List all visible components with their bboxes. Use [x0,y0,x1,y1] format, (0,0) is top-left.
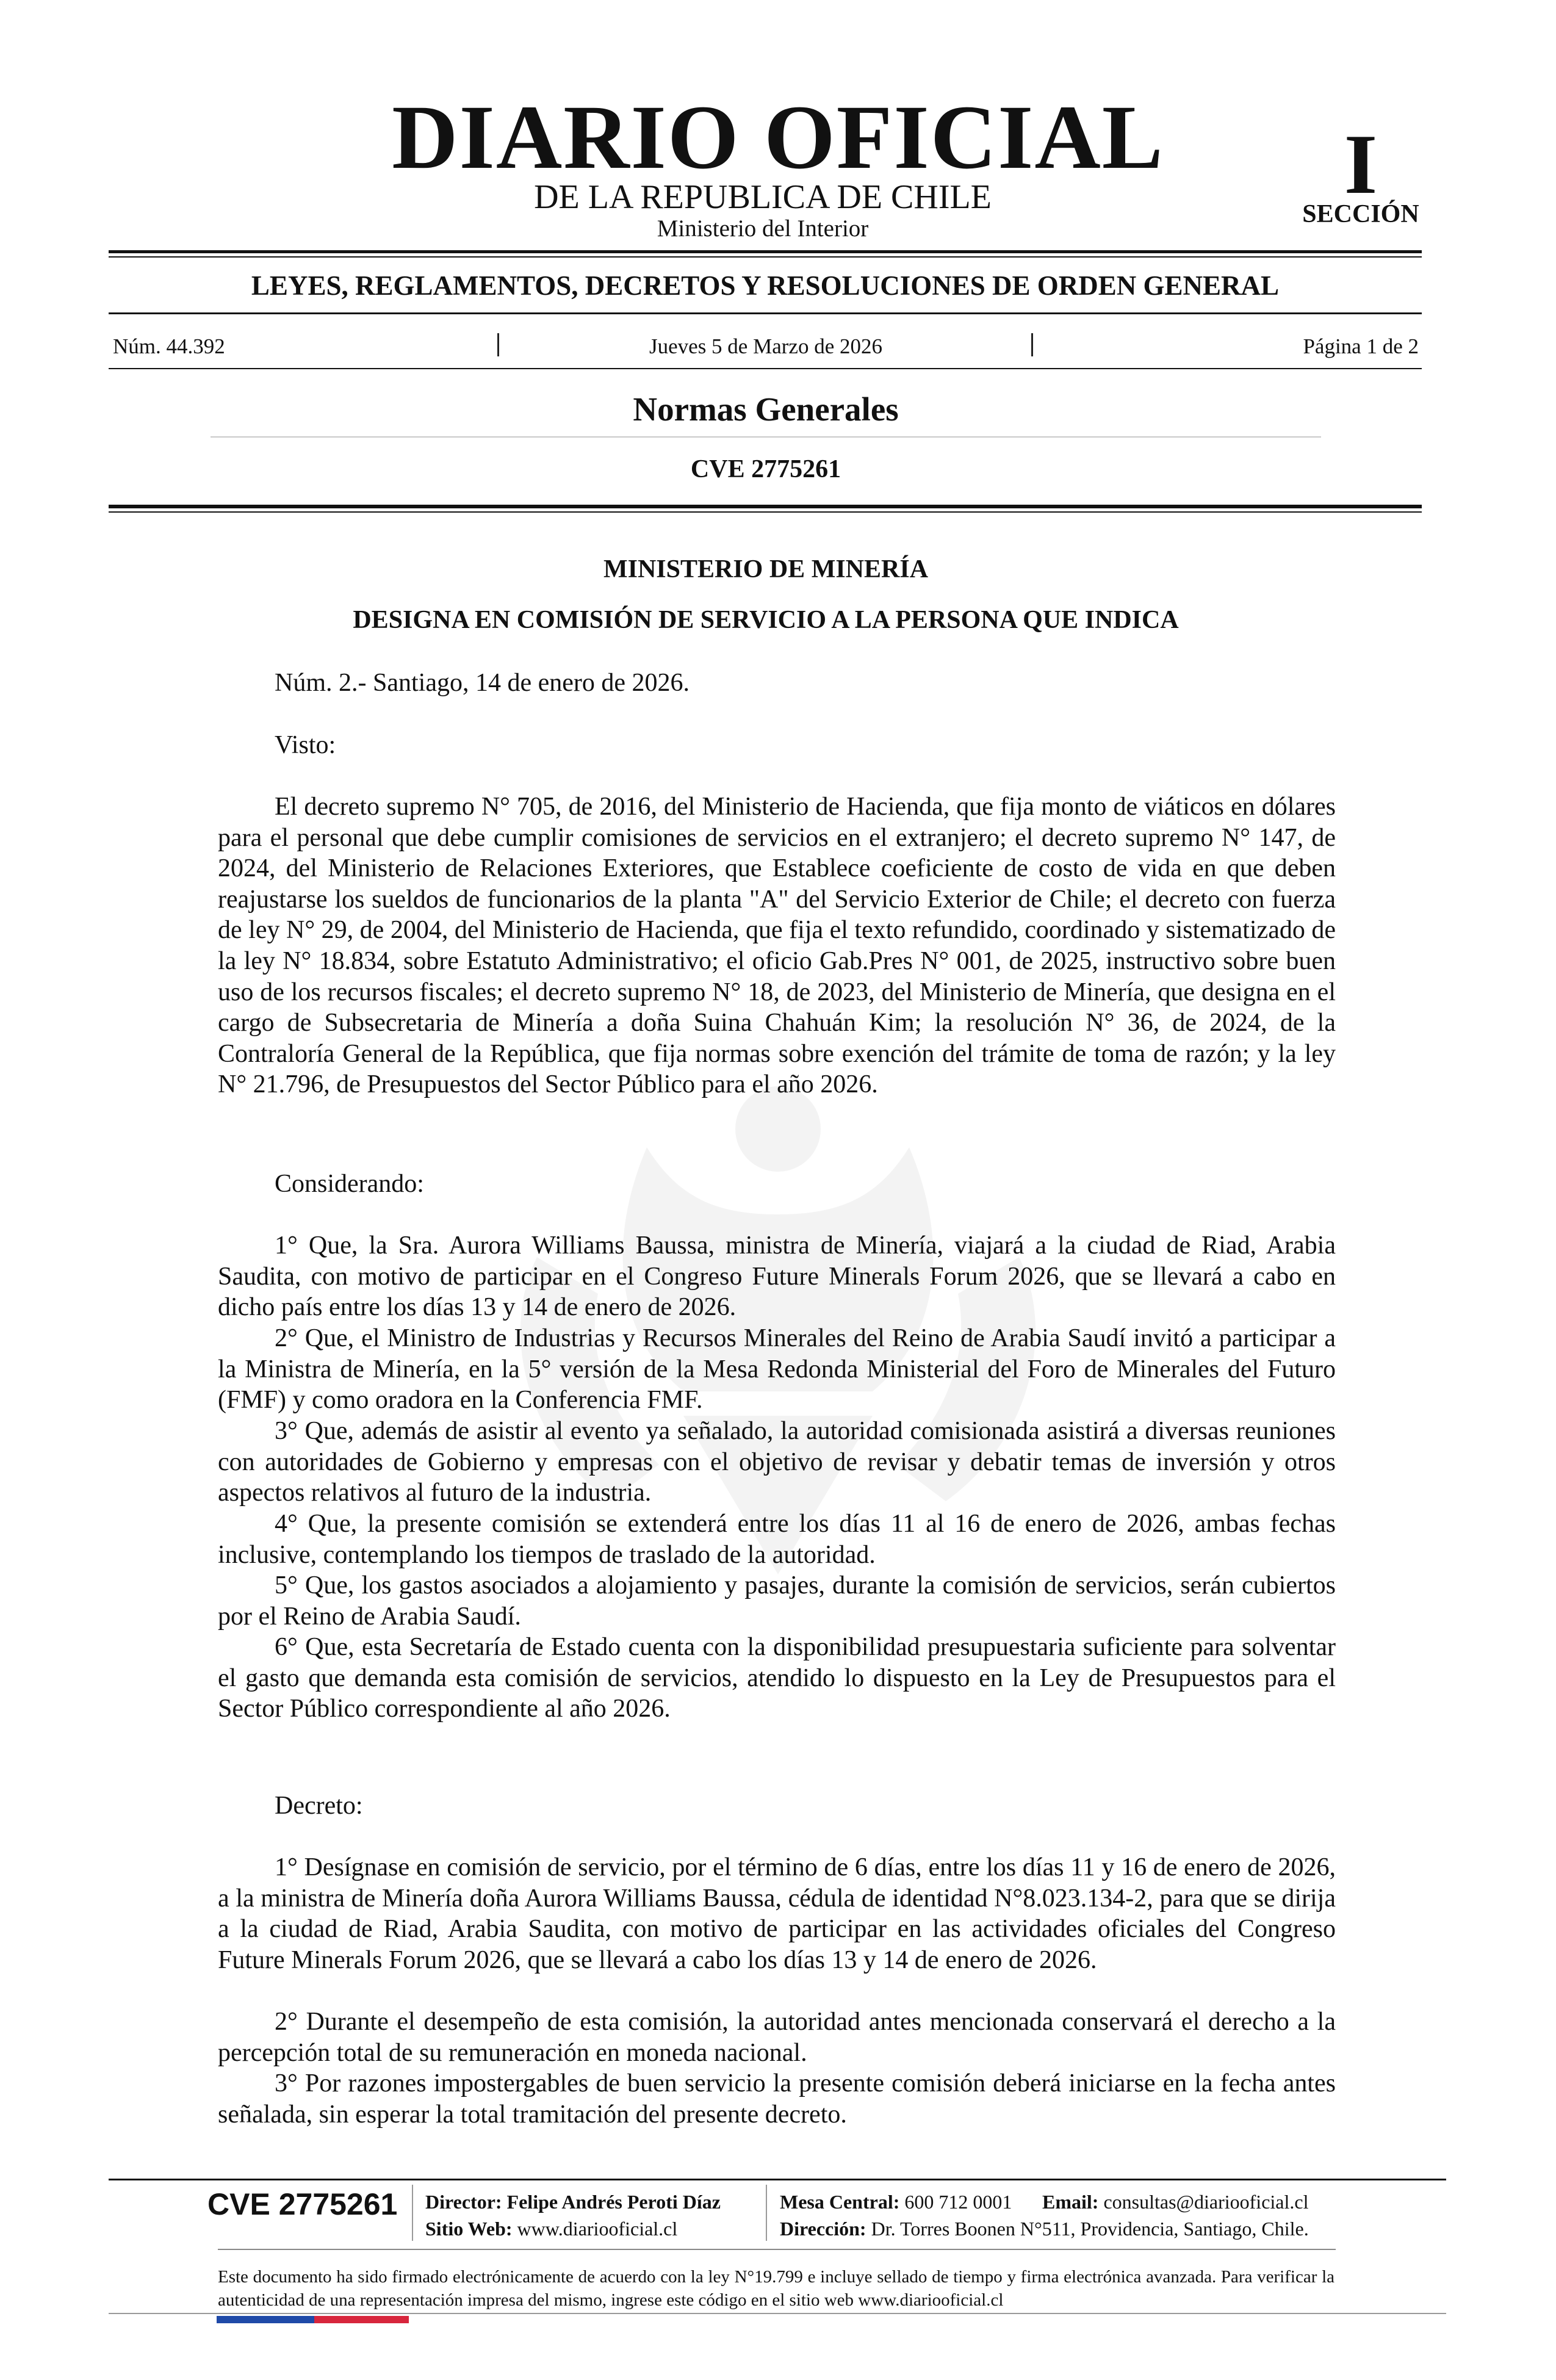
document-ministry: MINISTERIO DE MINERÍA [603,555,929,583]
visto-paragraph: El decreto supremo N° 705, de 2016, del Ministerio de Hacienda, que fija monto de viáticos en dólares para el personal que debe cumplir comisiones de servicios en el extranjero; el decreto supremo N° 147, de 2024, del Ministerio de Relaciones Exteriores, que Establece coeficiente de costo de vida en que deben reajustarse los sueldos de funcionarios de la planta "A" del Servicio Exterior de Chile; el decreto con fuerza de ley N° 29, de 2004, del Ministerio de Hacienda, que fija el texto refundido, coordinado y sistematizado de la ley N° 18.834, sobre Estatuto Administrativo; el oficio Gab.Pres N° 001, de 2025, instructivo sobre buen uso de los recursos fiscales; el decreto supremo N° 18, de 2023, del Ministerio de Minería, que designa en el cargo de Subsecretaria de Minería a doña Suina Chahuán Kim; la resolución N° 36, de 2024, de la Contraloría General de la República, que fija normas sobre exención del trámite de toma de razón; y la ley N° 21.796, de Presupuestos del Sector Público para el año 2026. [218,793,1336,1099]
footer-rule-mid [218,2249,1336,2250]
cve-code: CVE 2775261 [690,455,841,483]
decree-number-line: Núm. 2.- Santiago, 14 de enero de 2026. [275,669,690,697]
footer-website: Sitio Web: www.diariooficial.cl [425,2218,678,2240]
footer-rule-bottom [109,2313,1446,2314]
info-rule [109,368,1422,369]
document-title: DESIGNA EN COMISIÓN DE SERVICIO A LA PERSONA QUE INDICA [353,606,1179,634]
decreto-item-1: 1° Desígnase en comisión de servicio, por el término de 6 días, entre los días 11 y 16 de enero de 2026, a la ministra de Minería doña Aurora Williams Baussa, cédula de identidad N°8.023.134-2, para que se dirija a la ciudad de Riad, Arabia Saudita, con motivo de participar en las actividades oficiales del Congreso Future Minerals Forum 2026, que se llevará a cabo los días 13 y 14 de enero de 2026. [218,1853,1336,1974]
section-title-rule [211,436,1321,438]
masthead-subtitle: DE LA REPUBLICA DE CHILE [534,178,992,216]
info-divider [1031,333,1033,356]
decreto-item-3: 3° Por razones impostergables de buen servicio la presente comisión deberá iniciarse en la fecha antes señalada, sin esperar la total tramitación del presente decreto. [218,2069,1336,2129]
header-rule-thick [109,505,1422,508]
issue-date: Jueves 5 de Marzo de 2026 [649,334,882,358]
visto-label: Visto: [275,731,336,759]
footer-rule-top [109,2179,1446,2180]
considerando-item-3: 3° Que, además de asistir al evento ya señalado, la autoridad comisionada asistirá a diversas reuniones con autoridades de Gobierno y empresas con el objetivo de revisar y debatir temas de inversión y otros aspectos relativos al futuro de la industria. [218,1417,1336,1507]
considerando-item-1: 1° Que, la Sra. Aurora Williams Baussa, ministra de Minería, viajará a la ciudad de Riad, Arabia Saudita, con motivo de participar en el Congreso Future Minerals Forum 2026, que se llevará a cabo en dicho país entre los días 13 y 14 de enero de 2026. [218,1231,1336,1322]
issue-number: Núm. 44.392 [113,334,225,358]
flag-stripe-red [314,2316,409,2323]
considerando-item-4: 4° Que, la presente comisión se extenderá entre los días 11 al 16 de enero de 2026, ambas fechas inclusive, contemplando los tiempos de traslado de la autoridad. [218,1510,1336,1569]
considerando-item-2: 2° Que, el Ministro de Industrias y Recursos Minerales del Reino de Arabia Saudí invitó a participar a la Ministra de Minería, en la 5° versión de la Mesa Redonda Ministerial del Foro de Minerales del Futuro (FMF) y como oradora en la Conferencia FMF. [218,1324,1336,1415]
masthead-title: DIARIO OFICIAL [392,87,1164,188]
footer-website-link[interactable]: www.diariooficial.cl [517,2218,678,2240]
header-rule-thin [109,511,1422,513]
section-title: Normas Generales [633,391,899,428]
footer-cve-code: CVE 2775261 [207,2187,398,2221]
footer-address: Dirección: Dr. Torres Boonen N°511, Providencia, Santiago, Chile. [780,2218,1309,2240]
masthead-ministry: Ministerio del Interior [657,215,869,242]
decreto-item-2: 2° Durante el desempeño de esta comisión, la autoridad antes mencionada conservará el derecho a la percepción total de su remuneración en moneda nacional. [218,2008,1336,2067]
page-indicator: Página 1 de 2 [1303,334,1419,358]
footer-director: Director: Felipe Andrés Peroti Díaz [425,2191,721,2213]
section-number: I [1344,117,1378,212]
section-label: SECCIÓN [1302,200,1419,228]
flag-stripe-blue [217,2316,314,2323]
considerando-item-6: 6° Que, esta Secretaría de Estado cuenta con la disponibilidad presupuestaria suficiente para solventar el gasto que demanda esta comisión de servicios, atendido lo dispuesto en la Ley de Presupuestos para el Sector Público correspondiente al año 2026. [218,1633,1336,1723]
decreto-label: Decreto: [275,1792,363,1820]
masthead-rule-top [109,250,1422,253]
considerando-label: Considerando: [275,1170,424,1198]
footer-email: Email: consultas@diariooficial.cl [1042,2191,1309,2213]
category-subtitle: LEYES, REGLAMENTOS, DECRETOS Y RESOLUCIONES DE ORDEN GENERAL [251,270,1280,301]
footer-divider [766,2185,767,2241]
footer-legal-notice: Este documento ha sido firmado electrónicamente de acuerdo con la ley N°19.799 e incluye sellado de tiempo y firma electrónica avanzada. Para verificar la autenticidad de una representación impresa del mismo, ingrese este código en el sitio web www.diariooficial.cl [218,2267,1334,2310]
footer-divider [412,2185,413,2241]
category-rule [109,312,1422,314]
considerando-item-5: 5° Que, los gastos asociados a alojamiento y pasajes, durante la comisión de servicios, serán cubiertos por el Reino de Arabia Saudí. [218,1571,1336,1631]
masthead-rule-top-thin [109,256,1422,258]
footer-email-link[interactable]: consultas@diariooficial.cl [1103,2191,1309,2213]
footer-phone: Mesa Central: 600 712 0001 [780,2191,1012,2213]
